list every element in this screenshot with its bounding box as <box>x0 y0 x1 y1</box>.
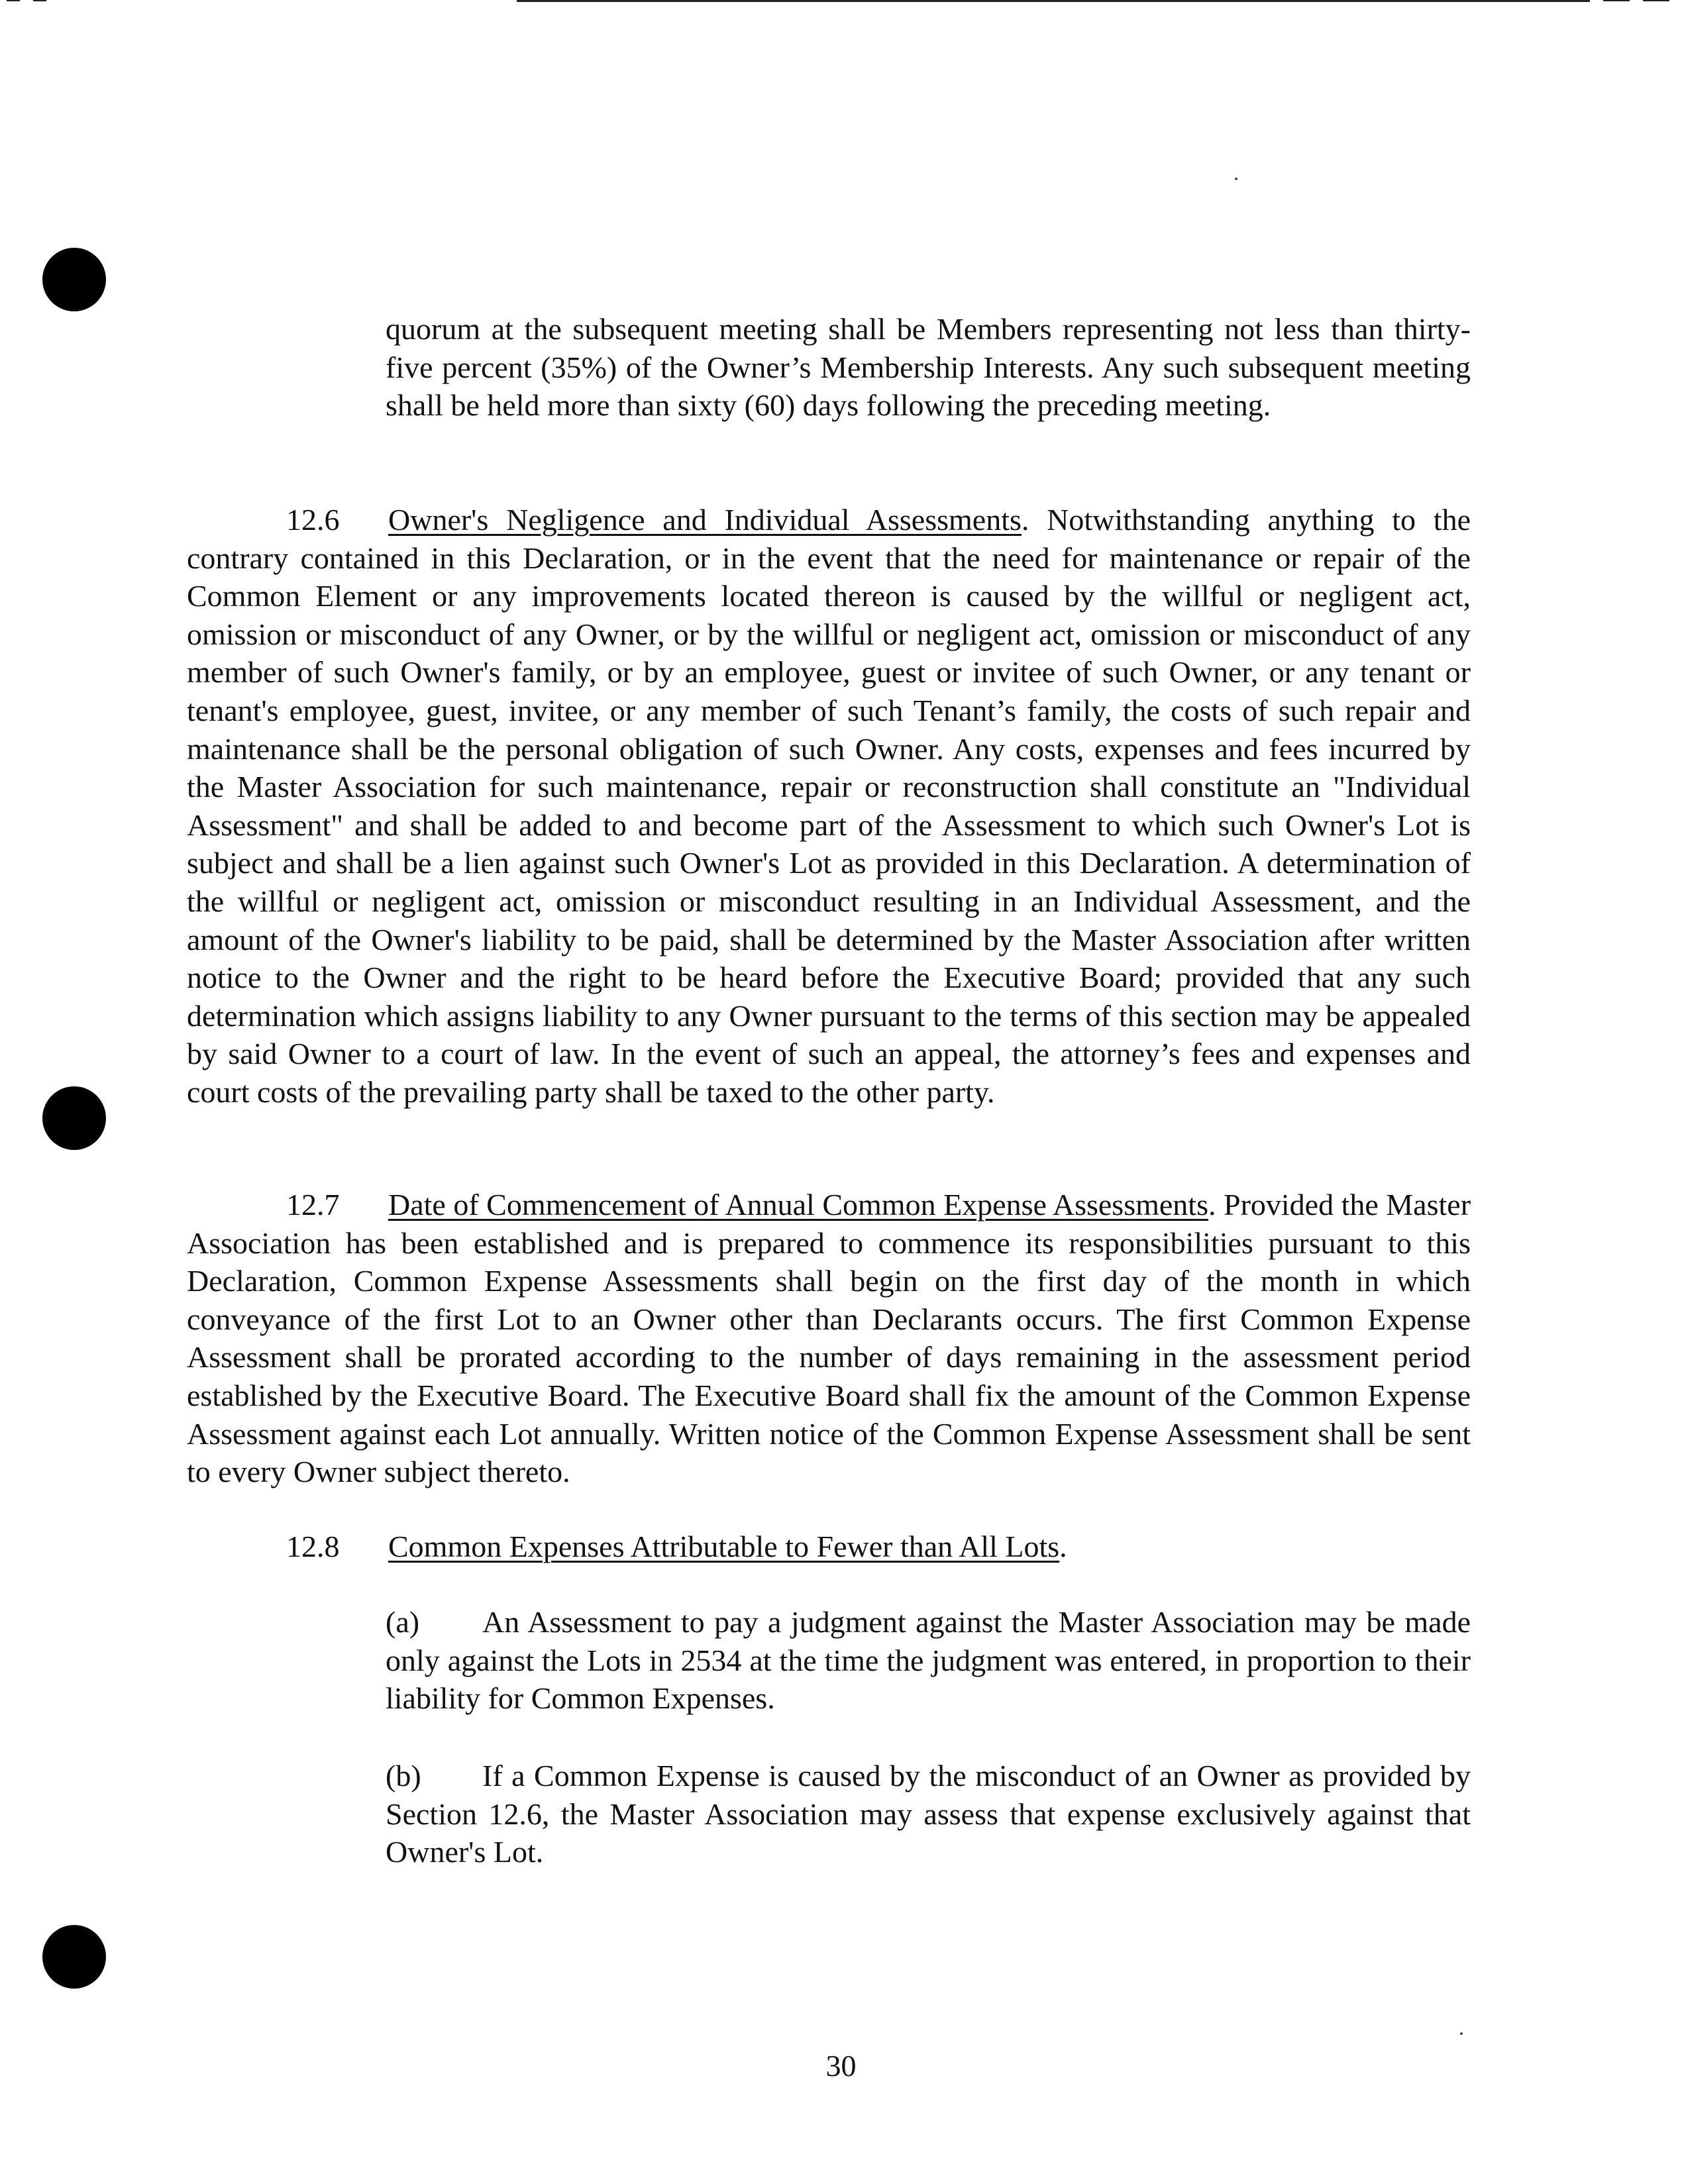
scan-edge-dash <box>33 0 46 1</box>
section-body: . Notwithstanding anything to the contrary contained in this Declaration, or in the event that the need for maintenance or repair of the Common Element or any improvements located thereon is caused by the willful or negligent act, omission or misconduct of any Owner, or by the willful or negligent act, omission or misconduct of any member of such Owner's family, or by an employee, guest or invitee of such Owner, or any tenant or tenant's employee, guest, invitee, or any member of such Tenant’s family, the costs of such repair and maintenance shall be the personal obligation of such Owner. Any costs, expenses and fees incurred by the Master Association for such maintenance, repair or reconstruction shall constitute an "Individual Assessment" and shall be added to and become part of the Assessment to which such Owner's Lot is subject and shall be a lien against such Owner's Lot as provided in this Declaration. A determination of the willful or negligent act, omission or misconduct resulting in an Individual Assessment, and the amount of the Owner's liability to be paid, shall be determined by the Master Association after written notice to the Owner and the right to be heard before the Executive Board; provided that any such determination which assigns liability to any Owner pursuant to the terms of this section may be appealed by said Owner to a court of law. In the event of such an appeal, the attorney’s fees and expenses and court costs of the prevailing party shall be taxed to the other party. <box>187 503 1471 1109</box>
item-label: (b) <box>386 1759 421 1793</box>
page-number: 30 <box>825 2049 857 2083</box>
scan-edge-dash <box>1643 0 1669 1</box>
punch-hole-top <box>42 248 106 311</box>
scan-speck <box>1460 2032 1463 2035</box>
section-title: Date of Commencement of Annual Common Expense Assessments <box>388 1188 1208 1222</box>
scan-edge-line <box>517 0 1590 2</box>
section-title: Owner's Negligence and Individual Assessments <box>388 503 1022 537</box>
continuation-paragraph: quorum at the subsequent meeting shall be Members representing not less than thirty-five percent (35%) of the Owner’s Membership Interests. Any such subsequent meeting shall be held more than sixty (60) days following the preceding meeting. <box>386 312 1471 423</box>
punch-hole-middle <box>42 1086 106 1150</box>
item-label: (a) <box>386 1605 420 1639</box>
section-title: Common Expenses Attributable to Fewer than All Lots <box>388 1530 1060 1563</box>
section-12-7 <box>187 1186 1471 1491</box>
list-item <box>386 1603 1471 1718</box>
section-number: 12.8 <box>286 1530 340 1563</box>
scan-speck <box>1235 178 1237 180</box>
punch-hole-bottom <box>42 1925 106 1989</box>
scan-edge-dash <box>1603 0 1630 1</box>
section-number: 12.7 <box>286 1188 340 1222</box>
section-12-8 <box>187 1528 1471 1566</box>
section-body: . <box>1059 1530 1067 1563</box>
section-body: . Provided the Master Association has been established and is prepared to commence its responsibilities pursuant to this Declaration, Common Expense Assessments shall begin on the first day of the month in which conveyance of the first Lot to an Owner other than Declarants occurs. The first Common Expense Assessment shall be prorated according to the number of days remaining in the assessment period established by the Executive Board. The Executive Board shall fix the amount of the Common Expense Assessment against each Lot annually. Written notice of the Common Expense Assessment shall be sent to every Owner subject thereto. <box>187 1188 1471 1489</box>
item-text: An Assessment to pay a judgment against the Master Association may be made only against the Lots in 2534 at the time the judgment was entered, in proportion to their liability for Common Expenses. <box>386 1605 1471 1716</box>
item-text: If a Common Expense is caused by the misconduct of an Owner as provided by Section 12.6, the Master Association may assess that expense exclusively against that Owner's Lot. <box>386 1759 1471 1869</box>
scan-edge-dash <box>7 0 20 1</box>
section-12-6 <box>187 501 1471 1112</box>
section-number: 12.6 <box>286 503 340 537</box>
list-item <box>386 1757 1471 1871</box>
